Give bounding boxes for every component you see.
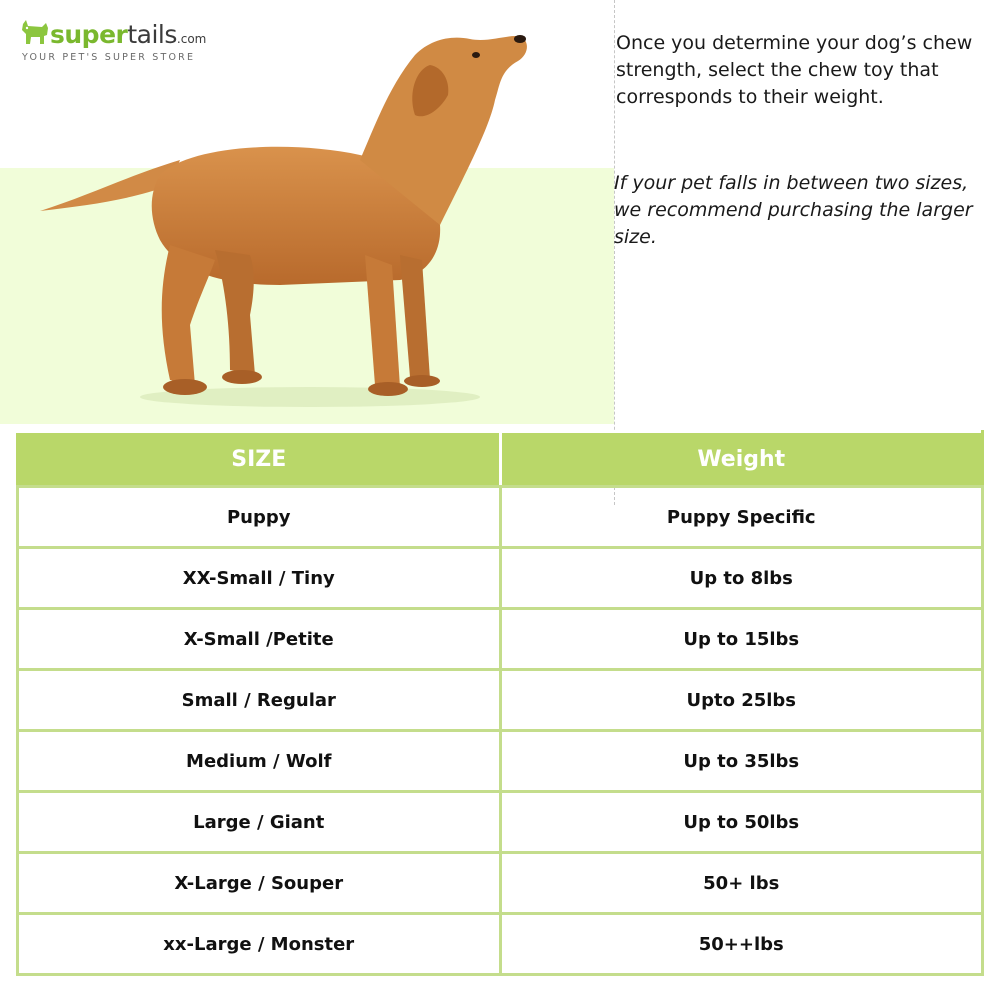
size-cell: xx-Large / Monster <box>18 914 501 975</box>
brand-tagline: YOUR PET'S SUPER STORE <box>22 52 196 63</box>
weight-cell: Up to 50lbs <box>500 792 983 853</box>
size-note: If your pet falls in between two sizes, we recommend purchasing the larger size. <box>614 172 973 248</box>
size-cell: Medium / Wolf <box>18 731 501 792</box>
header-weight: Weight <box>500 432 983 487</box>
table-row <box>18 914 983 975</box>
brand-name-suffix: .com <box>176 32 207 46</box>
brand-name-part2: tails <box>127 20 177 49</box>
header-size: SIZE <box>18 432 501 487</box>
puppy-image <box>30 25 550 415</box>
table-row <box>18 548 983 609</box>
size-cell: XX-Small / Tiny <box>18 548 501 609</box>
weight-cell: 50+ lbs <box>500 853 983 914</box>
weight-cell: 50++lbs <box>500 914 983 975</box>
table-row <box>18 731 983 792</box>
weight-cell: Up to 35lbs <box>500 731 983 792</box>
intro-text: Once you determine your dog’s chew strength, select the chew toy that corresponds to their weight. <box>616 32 973 108</box>
weight-cell: Up to 8lbs <box>500 548 983 609</box>
table-row <box>18 609 983 670</box>
size-cell: Puppy <box>18 487 501 548</box>
size-cell: Small / Regular <box>18 670 501 731</box>
brand-name-part1: super <box>50 20 128 49</box>
weight-cell: Upto 25lbs <box>500 670 983 731</box>
weight-cell: Puppy Specific <box>500 487 983 548</box>
size-cell: X-Small /Petite <box>18 609 501 670</box>
table-header-row <box>18 432 983 487</box>
size-cell: Large / Giant <box>18 792 501 853</box>
size-cell: X-Large / Souper <box>18 853 501 914</box>
table-row <box>18 487 983 548</box>
size-chart-table <box>16 430 984 976</box>
table-row <box>18 792 983 853</box>
table-row <box>18 670 983 731</box>
weight-cell: Up to 15lbs <box>500 609 983 670</box>
table-row <box>18 853 983 914</box>
